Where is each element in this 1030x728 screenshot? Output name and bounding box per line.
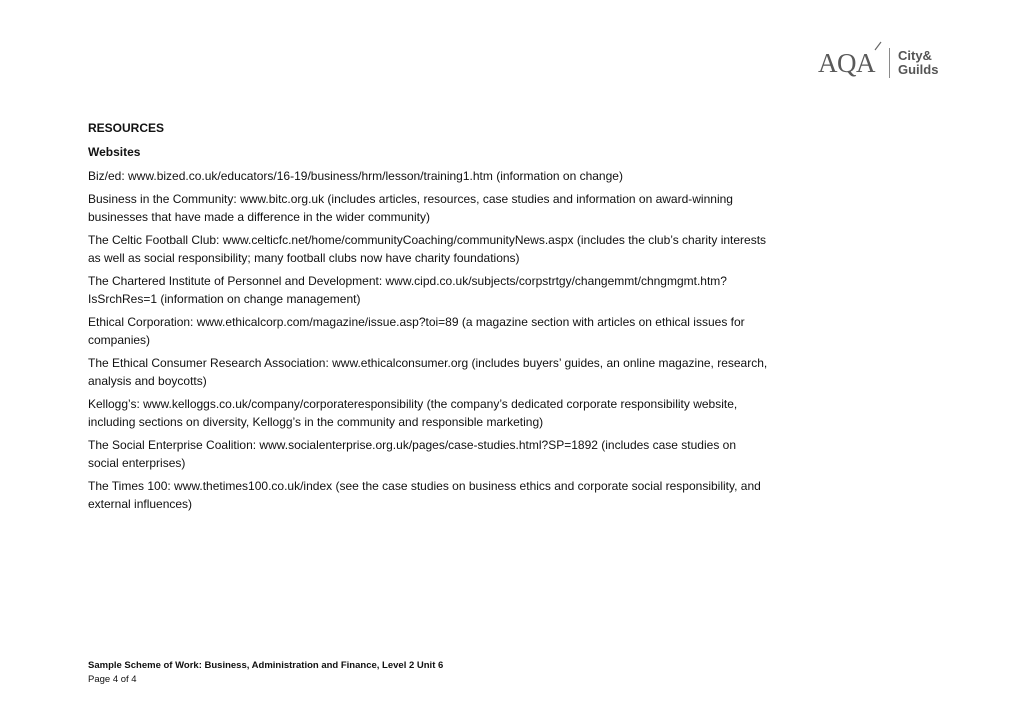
logo-divider [889,48,890,78]
section-heading: RESOURCES [88,121,165,135]
footer-title: Sample Scheme of Work: Business, Administration and Finance, Level 2 Unit 6 [88,660,444,671]
header-logos [818,46,938,80]
resource-item: Business in the Community: www.bitc.org.uk (includes articles, resources, case studies and information on award-winning businesses that have made a difference in the wider community) [88,192,733,224]
resource-item: The Celtic Football Club: www.celticfc.net/home/communityCoaching/communityNews.aspx (includes the club’s charity interests as well as social responsibility; many football clubs now have charity foundations) [88,233,767,265]
city-guilds-logo-line2: Guilds [898,62,939,77]
resource-item: The Ethical Consumer Research Association: www.ethicalconsumer.org (includes buyers’ guides, an online magazine, research, analysis and boycotts) [88,356,768,388]
resource-item: The Times 100: www.thetimes100.co.uk/index (see the case studies on business ethics and corporate social responsibility, and external influences) [88,479,761,511]
resource-item: Biz/ed: www.bized.co.uk/educators/16-19/business/hrm/lesson/training1.htm (information on change) [88,169,623,183]
aqa-logo-text: AQA [818,47,875,78]
resource-item: The Social Enterprise Coalition: www.socialenterprise.org.uk/pages/case-studies.html?SP=1892 (includes case studies on social enterprises) [88,438,737,470]
page-footer [88,659,688,687]
resource-item: Kellogg’s: www.kelloggs.co.uk/company/corporateresponsibility (the company’s dedicated corporate responsibility website, including sections on diversity, Kellogg’s in the community and responsible marketing) [88,397,738,429]
main-content [88,119,768,518]
city-guilds-logo-line1: City& [898,48,932,63]
section-subheading: Websites [88,145,141,159]
aqa-logo-mark-icon [873,41,883,51]
resource-item: The Chartered Institute of Personnel and Development: www.cipd.co.uk/subjects/corpstrtgy/changemmt/chngmgmt.htm?IsSrchRes=1 (information on change management) [88,274,727,306]
resource-item: Ethical Corporation: www.ethicalcorp.com/magazine/issue.asp?toi=89 (a magazine section with articles on ethical issues for companies) [88,315,745,347]
aqa-logo [818,47,875,78]
page-number: Page 4 of 4 [88,674,137,685]
city-guilds-logo [898,49,938,77]
